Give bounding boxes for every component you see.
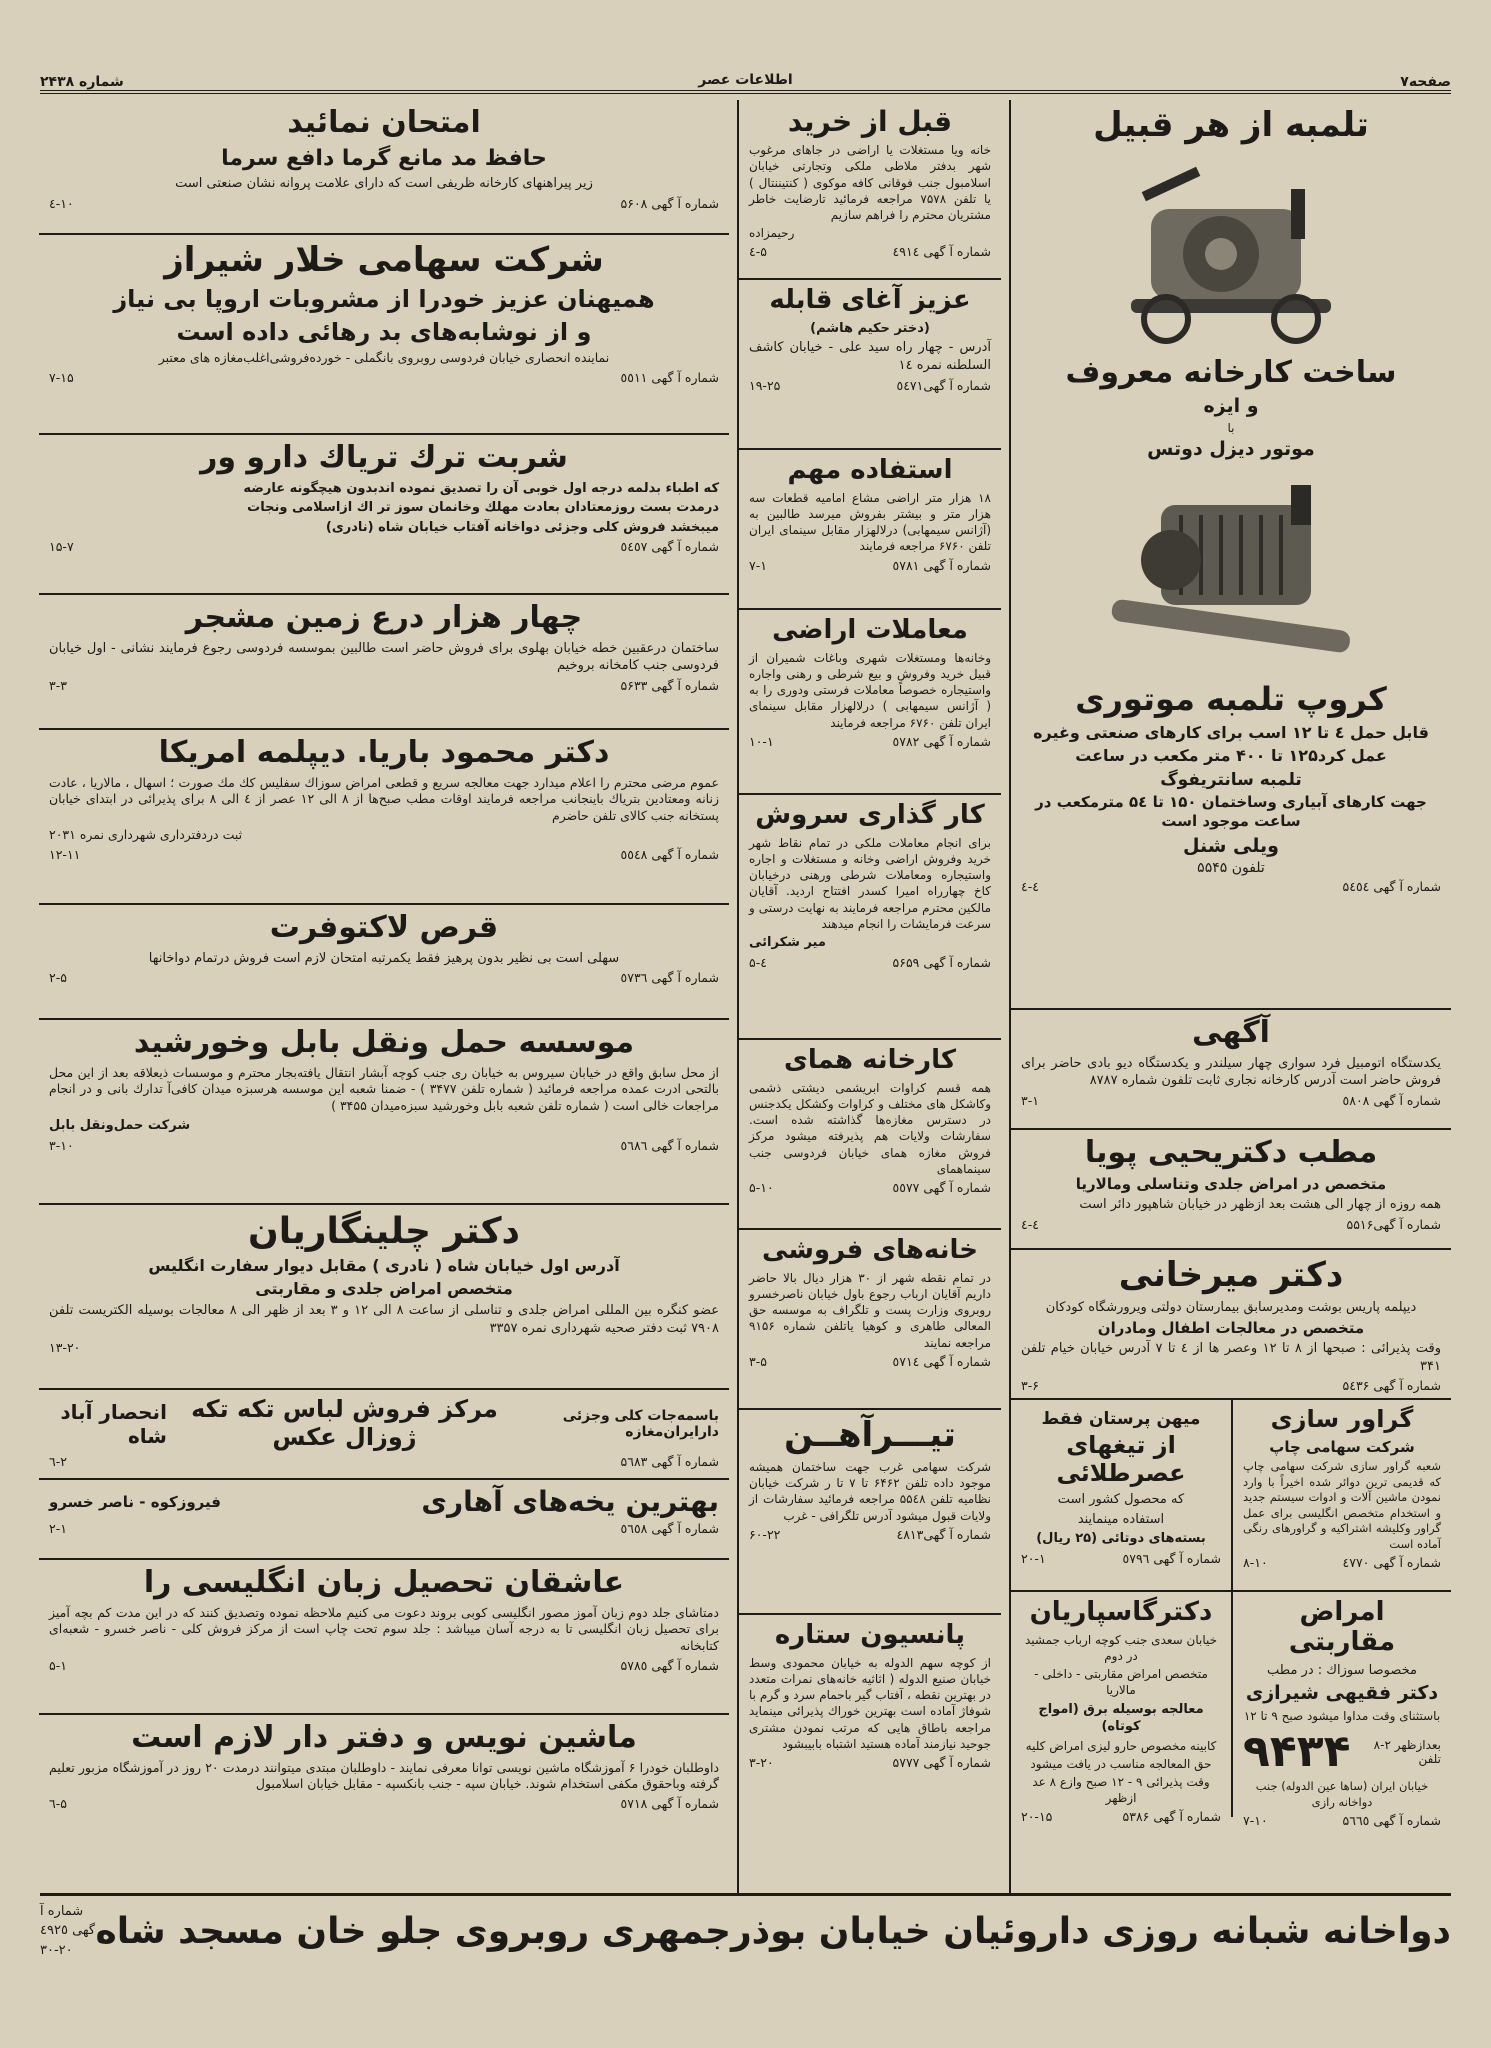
ad-subtitle: و از نوشابه‌های بد رهائی داده است bbox=[176, 318, 592, 347]
ad-code: ۲-٦ bbox=[49, 1454, 67, 1470]
lactofert-ad bbox=[39, 905, 729, 1020]
ad-title: پانسیون ستاره bbox=[774, 1620, 966, 1650]
typist-wanted-ad bbox=[39, 1715, 729, 1845]
ad-meta bbox=[1021, 1551, 1221, 1566]
ad-text: حق المعالجه مناسب در یافت میشود bbox=[1030, 1756, 1212, 1771]
collars-ad bbox=[39, 1480, 729, 1560]
underwear-ad bbox=[39, 100, 729, 235]
ad-title: از تیغهای عصرطلائی bbox=[1056, 1431, 1186, 1487]
ad-text: مخصوصا سوزاك : در مطب bbox=[1267, 1662, 1417, 1678]
ad-code: ۷-۱۵ bbox=[49, 370, 74, 386]
ad-number: شماره آ گهی ٥٧٨٢ bbox=[892, 733, 991, 749]
ad-number: شماره آ گهی ٥٨٠٨ bbox=[1342, 1092, 1441, 1108]
ad-text: استفاده مینمایند bbox=[1077, 1511, 1165, 1527]
razor-blade-ad bbox=[1011, 1400, 1231, 1590]
ad-title: عاشقان تحصیل زبان انگلیسی را bbox=[143, 1565, 625, 1600]
ad-code: ۲۰-۱۵ bbox=[1021, 1809, 1053, 1825]
ad-number: شماره آ گهی ٥٦٥٨ bbox=[620, 1521, 719, 1537]
ad-text: همه روزه از چهار الی هشت بعد ازظهر در خیابان شاهپور دائر است bbox=[1079, 1197, 1441, 1212]
ad-code: ۱۹-۲۵ bbox=[749, 377, 781, 393]
doctor-bariya-ad bbox=[39, 730, 729, 905]
important-ad bbox=[739, 450, 1001, 610]
ad-code: ۳-۱ bbox=[1021, 1092, 1039, 1108]
ad-meta bbox=[749, 955, 991, 970]
ad-subtitle: حافظ مد مانع گرما دافع سرما bbox=[221, 145, 547, 171]
ad-meta bbox=[1021, 879, 1441, 894]
ad-code: ۱۲-۱۱ bbox=[49, 847, 81, 862]
ad-title: آگهی bbox=[1192, 1015, 1270, 1050]
paper-name: اطلاعات عصر bbox=[698, 72, 793, 88]
clothes-shop-ad bbox=[39, 1390, 729, 1480]
specialty: متخصص امراض جلدی و مقاربتی bbox=[255, 1279, 513, 1299]
ad-title: قرص لاکتوفرت bbox=[269, 910, 499, 945]
motor-name: موتور دیزل دوتس bbox=[1147, 437, 1315, 460]
ad-text: خیابان ایران (ساها عین الدوله) جنب دواخانه رازی bbox=[1255, 1779, 1429, 1809]
ad-text: عضو کنگره بین المللی امراض جلدی و تناسلی از ساعت ۸ الی ۱۲ و ۳ بعد از ظهر الی ۸ معالجات بوسیله الکتریست تلفن ۷۹۰۸ ثبت دفتر صحیه شهرداری نمره ۳۳۵۷ bbox=[49, 1302, 719, 1336]
seller-name: ویلی شنل bbox=[1183, 834, 1279, 857]
ad-number: شماره آ گهی ٤٩٢٥ bbox=[40, 1903, 96, 1939]
ad-code: ۲۰-۱ bbox=[1021, 1550, 1046, 1566]
ad-meta bbox=[1021, 1378, 1441, 1393]
ad-meta bbox=[749, 1180, 991, 1195]
made-by: ساخت کارخانه معروف bbox=[1065, 355, 1397, 391]
ad-meta bbox=[49, 1796, 719, 1811]
ad-text: آدرس - چهار راه سید علی - خیابان کاشف السلطنه نمره ١٤ bbox=[749, 340, 991, 373]
ad-code: ۲-۵ bbox=[49, 970, 67, 986]
ad-code: ۶۰-۲۲ bbox=[749, 1526, 781, 1542]
ad-text: خیابان سعدی جنب کوچه ارباب جمشید در دوم bbox=[1024, 1632, 1218, 1664]
ad-text: که محصول کشور است bbox=[1057, 1492, 1185, 1508]
ad-number: شماره آ گهی ۵٤٥٤ bbox=[1342, 879, 1441, 895]
ad-title: مرکز فروش لباس تکه تکه ژوزال عکس bbox=[191, 1395, 498, 1451]
doctor-mirkhani-ad bbox=[1011, 1250, 1451, 1400]
ad-meta bbox=[749, 1527, 991, 1542]
ad-title: گراور سازی bbox=[1270, 1405, 1414, 1433]
ad-code: ۲-۱ bbox=[49, 1521, 67, 1537]
with-word: با bbox=[1227, 420, 1235, 435]
ad-text: میبخشد فروش کلی وجزئی دواخانه آفتاب خیابان شاه (نادری) bbox=[325, 519, 719, 535]
iron-beam-ad bbox=[739, 1410, 1001, 1615]
ad-subtitle: همیهنان عزیز خودرا از مشروبات اروپا بی نیاز bbox=[113, 285, 655, 314]
ad-text: شعبه گراور سازی شرکت سهامی چاپ که قدیمی ترین دوائر شده اخیراً با وارد نمودن ماشین آلات و ادوات سیستم جدید و استخدام متخصص انگلیسی برای عمل گراور وکلیشه اشتراکیه و گراورهای رنگی آماده است bbox=[1243, 1459, 1441, 1551]
ad-row bbox=[1011, 1400, 1451, 1592]
ad-number: شماره آ گهی ٥٧٣٦ bbox=[620, 970, 719, 986]
ad-text: داوطلبان خودرا ۶ آموزشگاه ماشین نویسی توانا معرفی نمایند - داوطلبان مبتدی میتوانند درمدت ۲۰ روز در آموزشگاه مزبور تعلیم گرفته وباحقوق مکفی استخدام شوند. خیابان سپه - جنب بانکسپه - مقابل خیابان اسلامبول bbox=[49, 1759, 720, 1792]
venereal-ad bbox=[1231, 1592, 1451, 1829]
ad-number: شماره آ گهی ۵۶۰۸ bbox=[620, 195, 719, 211]
ad-number: شماره آ گهی ٥٧٨١ bbox=[892, 557, 991, 573]
ad-title: دکترگاسپاریان bbox=[1029, 1597, 1213, 1627]
ad-meta bbox=[49, 970, 719, 985]
ad-number: شماره آ گهی٥٤٧١ bbox=[896, 377, 991, 393]
houses-for-sale-ad bbox=[739, 1230, 1001, 1410]
english-book-ad bbox=[39, 1560, 729, 1715]
ad-meta bbox=[749, 244, 991, 259]
ad-meta bbox=[1021, 1809, 1221, 1824]
price: بسته‌های دوتائی (۲۵ ریال) bbox=[1036, 1531, 1206, 1547]
ad-meta bbox=[49, 1340, 719, 1355]
ad-text: دیپلمه پاریس بوشت ومدیرسابق بیمارستان دولتی ویرورشگاه کودکان bbox=[1045, 1300, 1417, 1316]
diesel-motor-illustration bbox=[1091, 465, 1371, 675]
ad-number: شماره آ گهی ٥٧٩٦ bbox=[1122, 1550, 1221, 1566]
ad-title: کارخانه همای bbox=[784, 1045, 956, 1075]
ad-code: ۳-۳ bbox=[49, 677, 67, 693]
page-header bbox=[40, 68, 1451, 94]
ad-text: که اطباء بدلمه درجه اول خوبی آن را تصدیق نموده اندبدون هیچگونه عارضه bbox=[243, 480, 719, 496]
ad-code: ۳-۲۰ bbox=[749, 1755, 774, 1771]
ad-code: ۱۳-۲۰ bbox=[49, 1340, 81, 1356]
company-name: شرکت حمل‌ونقل بابل bbox=[49, 1118, 191, 1134]
land-4000-ad bbox=[39, 595, 729, 730]
ad-text: ۱۸ هزار متر اراضی مشاع امامیه قطعات سه هزار متر و بیشتر بفروش میرسد طالبین به (آژانس سیمهابی) درلالهزار مقابل سینمای ایران تلفن ۶۷۶۰ مراجعه فرمایند bbox=[749, 490, 991, 554]
page-number: صفحه۷ bbox=[1400, 74, 1451, 90]
ad-text: یکدستگاه اتومبیل فرد سواری چهار سیلندر و یکدستگاه دیو بادی حاضر برای فروش حاضر است آدرس کارخانه نجاری ثابت تلفون شماره ۸۷۸۷ bbox=[1021, 1055, 1441, 1089]
land-deals-ad bbox=[739, 610, 1001, 795]
ad-meta bbox=[40, 1902, 95, 1961]
ad-text: معالجه بوسیله برق (امواج کوتاه) bbox=[1038, 1701, 1204, 1735]
notice-ad bbox=[1011, 1010, 1451, 1130]
spec-line: قابل حمل ٤ تا ١٢ اسب برای کارهای صنعتی وغیره bbox=[1033, 723, 1429, 743]
left-column bbox=[39, 100, 729, 1845]
ad-number: شماره آ گهی ٥٥٤٨ bbox=[620, 847, 719, 862]
ad-text: فیروزکوه - ناصر خسرو bbox=[49, 1493, 221, 1512]
ad-subtitle: (دختر حکیم هاشم) bbox=[810, 320, 930, 336]
ad-code: ۳۰-۲۰ bbox=[40, 1942, 73, 1958]
ad-number: شماره آ گهی ۵۳۸۶ bbox=[1122, 1809, 1221, 1825]
ad-text: وخانه‌ها ومستغلات شهری وباغات شمیران از قبیل خرید وفروش و بیع شرطی و رهنی واجاره واستیجاره خصوصاً معاملات فرستی ودوری را به ( آژانس سیمهابی ) درلالهزار مقابل سینمای ایران تلفن ۶۷۶۰ مراجعه فرمایند bbox=[749, 650, 991, 730]
ad-meta bbox=[1021, 1093, 1441, 1108]
brand-name: و ایزه bbox=[1203, 395, 1259, 418]
ad-code: ۵-٤ bbox=[749, 244, 767, 260]
ad-meta bbox=[49, 370, 719, 385]
ad-code: ۷-۱ bbox=[749, 557, 767, 573]
ad-code: ۳-۵ bbox=[749, 1353, 767, 1369]
ad-code: ۳-۶ bbox=[1021, 1378, 1039, 1394]
doctor-chelingarian-ad bbox=[39, 1205, 729, 1390]
signer: میر شکرائی bbox=[749, 935, 826, 951]
ad-number: شماره آ گهی ۵٦۸۳ bbox=[620, 1454, 719, 1470]
ad-title: دواخانه شبانه روزی داروئیان خیابان بوذرجمهری روبروی جلو خان مسجد شاه bbox=[95, 1910, 1451, 1952]
seller-phone: تلفون ۵۵۴۵ bbox=[1197, 860, 1265, 877]
ad-subtitle: میهن پرستان فقط bbox=[1041, 1409, 1201, 1429]
ad-meta bbox=[1021, 1217, 1441, 1232]
ad-code: ۱۰-۱ bbox=[749, 733, 774, 749]
ad-title: مطب دکتریحیی پویا bbox=[1084, 1135, 1378, 1170]
signer: رحیمزاده bbox=[749, 226, 795, 241]
ad-code: ۵-۱ bbox=[49, 1658, 67, 1674]
doctor-pouya-ad bbox=[1011, 1130, 1451, 1250]
soroush-agency-ad bbox=[739, 795, 1001, 1040]
ad-text: زیر پیراهنهای کارخانه ظریفی است که دارای علامت پروانه نشان صنعتی است bbox=[175, 176, 593, 192]
ad-number: شماره آ گهی ۵۶۵۹ bbox=[892, 954, 991, 970]
ad-text: از محل سابق واقع در خیابان سیروس به خیابان ری جنب کوچه آبشار انتقال یافته‌بجار محترم و موسسات ذیعلاقه بعد از این محل بالتحی ادرت عمده مراجعه فرمائید ( شماره تلفن ۳۴۷۷ ) - ضمنا شعبه این موسسه هرسبزه میدان کافی‌آ تدارك بانی و در انجام مراجعات خالی است ( شماره تلفن شعبه بابل وخورشید سبزه‌میدان ۳۴۵۵ ) bbox=[49, 1064, 719, 1114]
ad-number: شماره آ گهی ٤٩١٤ bbox=[892, 244, 991, 260]
ad-meta bbox=[749, 378, 991, 393]
ad-code: ۳-۱۰ bbox=[49, 1137, 74, 1153]
ad-code: ٤-۵ bbox=[749, 954, 767, 970]
doctor-gasparian-ad bbox=[1011, 1592, 1231, 1825]
centrifugal-pump: تلمبه سانتریفوگ bbox=[1160, 769, 1302, 790]
ad-meta bbox=[49, 196, 719, 211]
ad-code: ۵-۱۰ bbox=[749, 1180, 774, 1196]
ad-meta bbox=[1243, 1813, 1441, 1828]
ad-text: دمتاشای جلد دوم زبان آموز مصور انگلیسی کوبی بروند دعوت می کنیم ملاحظه نموده وتصدیق کنند که در این مدت کم بچه آمیز برای تحصیل زبان انگلیسی تا به درجه آسان میباشد : جلد سوم تحت چاپ است از مرکز فروش کلی - ناصر خسرو - شعبه‌ای کتابخانه bbox=[49, 1604, 719, 1654]
ad-meta bbox=[49, 1138, 719, 1153]
ad-number: شماره آ گهی ۵٤۳۶ bbox=[1342, 1378, 1441, 1394]
ad-text: متخصص امراض مقاربتی - داخلی - مالاریا bbox=[1034, 1667, 1208, 1698]
ad-number: شماره آ گهی ٥٥١١ bbox=[620, 370, 719, 386]
pharmacy-banner-ad bbox=[40, 1893, 1451, 1966]
pump-machine-illustration bbox=[1111, 149, 1351, 349]
ad-text: انحصار آباد شاه bbox=[60, 1399, 167, 1448]
opium-syrup-ad bbox=[39, 435, 729, 595]
ad-number: شماره آ گهی ٥٤٥٧ bbox=[620, 539, 719, 555]
khollar-company-ad bbox=[39, 235, 729, 435]
ad-title: چهار هزار درع زمین مشجر bbox=[185, 600, 583, 635]
ad-title: ماشین نویس و دفتر دار لازم است bbox=[131, 1720, 637, 1755]
spec-line: جهت کارهای آبیاری وساختمان ۱۵۰ تا ۵٤ مترمکعب در ساعت موجود است bbox=[1035, 792, 1427, 831]
ad-number: شماره آ گهی٤٨١٣ bbox=[896, 1526, 991, 1542]
ad-meta bbox=[49, 1521, 719, 1536]
right-column bbox=[1011, 100, 1451, 1829]
ad-number: شماره آ گهی ۵۶۳۳ bbox=[620, 677, 719, 693]
ad-row bbox=[1011, 1592, 1451, 1829]
ad-code: ۱۰-٤ bbox=[49, 195, 74, 211]
ad-meta bbox=[749, 1354, 991, 1369]
ad-text: باستثنای وقت مداوا میشود صبح ۹ تا ۱۲ bbox=[1243, 1709, 1441, 1724]
ad-subtitle: شرکت سهامی چاپ bbox=[1269, 1437, 1415, 1456]
ad-title: دکتر چلینگاریان bbox=[247, 1211, 520, 1252]
transport-company-ad bbox=[39, 1020, 729, 1205]
ad-number: شماره آ گهی ٥٧١٤ bbox=[892, 1353, 991, 1369]
ad-meta bbox=[749, 1755, 991, 1770]
ad-number: شماره آ گهی ٥٥٧٧ bbox=[892, 1180, 991, 1196]
ad-text: کابینه مخصوص حارو لیزی امراض کلیه bbox=[1025, 1738, 1217, 1753]
ad-code: ۸-۱۰ bbox=[1243, 1555, 1268, 1571]
ad-meta bbox=[749, 734, 991, 749]
ad-title: معاملات اراضی bbox=[772, 615, 968, 645]
ad-number: شماره آ گهی۵۵۱۶ bbox=[1346, 1216, 1441, 1232]
ad-code: ۱۵-۷ bbox=[49, 539, 74, 555]
ad-title: کار گذاری سروش bbox=[755, 800, 985, 830]
address: آدرس اول خیابان شاه ( نادری ) مقابل دیوار سفارت انگلیس bbox=[148, 1256, 620, 1276]
ad-text: خانه ویا مستغلات یا اراضی در جاهای مرغوب شهر بدفتر ملاطی ملکی وتجارتی خیابان اسلامبول جنب فوقانی کافه موکوی ( کنتیننتال ) یا تلفن ۷۵۷۸ مراجعه فرمائید تارضایت خاطر مشتریان محترم را فراهم سازیم bbox=[749, 143, 991, 222]
gravure-ad bbox=[1231, 1400, 1451, 1590]
ad-title: امتحان نمائید bbox=[287, 105, 481, 140]
ad-meta bbox=[49, 539, 719, 554]
ad-title: دکتر محمود باریا. دیپلمه امریکا bbox=[158, 735, 610, 770]
ad-number: شماره آ گهی ۵٧٨٥ bbox=[620, 1658, 719, 1674]
ad-meta bbox=[49, 1454, 719, 1469]
ad-title: قبل از خرید bbox=[787, 105, 953, 138]
ad-text: بعدازظهر ۲-۸ تلفن bbox=[1373, 1737, 1441, 1766]
spec-line: عمل کرد۱۲۵ تا ۴۰۰ متر مکعب در ساعت bbox=[1075, 745, 1387, 765]
ad-text: ساختمان درعقبین خطه خیابان بهلوی برای فروش حاضر است طالبین بموسسه فردوسی رجوع فرمایند نشانی - اول خیابان فردوسی جنب کامخانه بروخیم bbox=[49, 640, 719, 674]
ad-title: شربت ترك تریاك دارو ور bbox=[200, 440, 568, 475]
pension-ad bbox=[739, 1615, 1001, 1885]
ad-title: موسسه حمل ونقل بابل وخورشید bbox=[133, 1025, 635, 1060]
before-buy-ad bbox=[739, 100, 1001, 280]
ad-title: امراض مقاربتی bbox=[1288, 1597, 1396, 1657]
ad-text: از کوچه سهم الدوله به خیابان محمودی وسط خیابان صنیع الدوله ( اثاثیه خانه‌های نمرات متعدد در بهترین نقطه ، آفتاب گیر باحمام سرد و گرم با شوفاژ آماده است بهترین خوراك پذیرائی مینماید مراجعه باطاق هایی که مرتب نمودن مشتری جوحید نیازمند آماده هستید اشتباه بابیبشود bbox=[749, 1655, 991, 1751]
ad-number: شماره آ گهی ٤٧٧٠ bbox=[1342, 1555, 1441, 1571]
ad-text: وقت پذیرائی ۹ - ۱۲ صبح وازع ۸ عد ازظهر bbox=[1032, 1775, 1210, 1806]
ad-code: ۷-۱۰ bbox=[1243, 1813, 1268, 1829]
ad-text: همه قسم کراوات ابریشمی دیشتی ذشمی وکاشکل های مختلف و کراوات وکشکل یکدجنس در دسترس مغازه‌ها گذاشته شده است. سفارشات ولایات هم پذیرفته میشود مرکز فروش مغازه همای خیابان فردوسی جنب سینماهمای bbox=[749, 1080, 991, 1176]
specialty: متخصص در معالجات اطفال ومادران bbox=[1097, 1318, 1365, 1337]
ad-title: خانه‌های فروشی bbox=[762, 1235, 978, 1265]
ad-number: شماره آ گهی ٥٦٨٦ bbox=[620, 1137, 719, 1153]
ad-title: تیـــرآهــن bbox=[784, 1415, 956, 1455]
doctor-name: دکتر فقیهی شیرازی bbox=[1245, 1682, 1439, 1705]
ad-code: ٤-٤ bbox=[1021, 1216, 1039, 1232]
ad-meta bbox=[749, 558, 991, 573]
pump-ad bbox=[1011, 100, 1451, 1010]
ad-title: عزیز آغای قابله bbox=[769, 285, 971, 315]
ad-text: باسمه‌جات کلی وجزئی دارایران‌مغازه bbox=[562, 1407, 719, 1440]
phone-number: ۹۴۳۴ bbox=[1243, 1726, 1351, 1778]
ad-text: در تمام نقطه شهر از ۳۰ هزار دیال بالا حاضر داریم آقایان ارباب رجوع باول خیابان ناصرخسرو روبروی وزارت پست و تلگراف به موسسه حق المعالی طاهری و کوهیا یاتلفن شماره ۹۱۵۶ مراجعه نمایند bbox=[749, 1270, 991, 1350]
ad-text: شرکت سهامی غرب جهت ساختمان همیشه موجود داده تلفن ۶۴۶۲ تا ۷ تا ر شرکت خیابان نظامیه تلفن ۵۵٤۸ مراجعه فرمائید سفارشات از ولایات قبول میشود آدرس تلگرافی - غرب bbox=[749, 1460, 992, 1523]
ad-text: برای انجام معاملات ملکی در تمام نقاط شهر خرید وفروش اراضی وخانه و مستغلات و اجاره واستیجاره ومعاملات شرطی ورهنی درخیابان کاخ چهارراه امیرا کسدر افتتاح اردید. آقایان مالکین محترم مراجعه فرمایند به نهایت درستی و سرعت فرمایشات را انجام میدهند bbox=[749, 835, 991, 931]
ad-text: وقت پذیرائی : صبحها از ۸ تا ۱۲ وعصر ها از ٤ تا ۷ آدرس خیابان خیام تلفن ۳۴۱ bbox=[1021, 1341, 1441, 1374]
homai-factory-ad bbox=[739, 1040, 1001, 1230]
ad-text: سهلی است بی نظیر بدون پرهیز فقط یکمرتبه امتحان لازم است فروش درتمام دواخانها bbox=[148, 950, 620, 966]
ad-title: بهترین یخه‌های آهاری bbox=[421, 1485, 719, 1518]
middle-column bbox=[739, 100, 1001, 1885]
ad-number: شماره آ گهی ۵٦٦٥ bbox=[1342, 1813, 1441, 1829]
ad-text: نماینده انحصاری خیابان فردوسی روبروی بانگملی - خورده‌فروشی‌اغلب‌مغازه های معتبر bbox=[158, 350, 610, 366]
midwife-ad bbox=[739, 280, 1001, 450]
ad-number: شماره آ گهی ٥٧١٨ bbox=[620, 1796, 719, 1812]
registration: ثبت دردفترداری شهرداری نمره ۲۰۳۱ bbox=[49, 827, 243, 843]
ad-meta bbox=[49, 1658, 719, 1673]
specialty: متخصص در امراض جلدی وتناسلی ومالاریا bbox=[1075, 1174, 1387, 1193]
ad-meta bbox=[49, 847, 719, 862]
ad-code: ۵-٦ bbox=[49, 1796, 67, 1812]
ad-title: دکتر میرخانی bbox=[1118, 1255, 1344, 1295]
ad-text: درمدت بست روزمعتادان بعادت مهلك وخانمان سوز تر اك ازاسلامی ونجات bbox=[247, 500, 719, 516]
ad-title: استفاده مهم bbox=[787, 455, 953, 485]
ad-number: شماره آ گهی ۵٧٧٧ bbox=[892, 1755, 991, 1771]
pump-model: کروپ تلمبه موتوری bbox=[1075, 680, 1387, 719]
ad-meta bbox=[1243, 1555, 1441, 1570]
ad-code: ٤-٤ bbox=[1021, 879, 1039, 895]
ad-title: تلمبه از هر قبیل bbox=[1093, 105, 1369, 145]
ad-text: عموم مرضی محترم را اعلام میدارد جهت معالجه سریع و قطعی امراض سوزاك سفلیس کك مك صورت ؛ اسهال ، مالاریا ، عادت زنانه ومعتادین بتریاك باینجانب مراجعه فرمایند اوقات مطب صبح‌ها از ۸ الی ۱۲ عصر از ٤ الی ۸ برای پذیرائی در ابتدای خیابان پستخانه جنب کالای تلفن حاضرم bbox=[49, 774, 719, 824]
issue-number: شماره ۲۴۳۸ bbox=[40, 74, 124, 90]
ad-title: شرکت سهامی خلار شیراز bbox=[164, 240, 604, 280]
ad-meta bbox=[49, 678, 719, 693]
